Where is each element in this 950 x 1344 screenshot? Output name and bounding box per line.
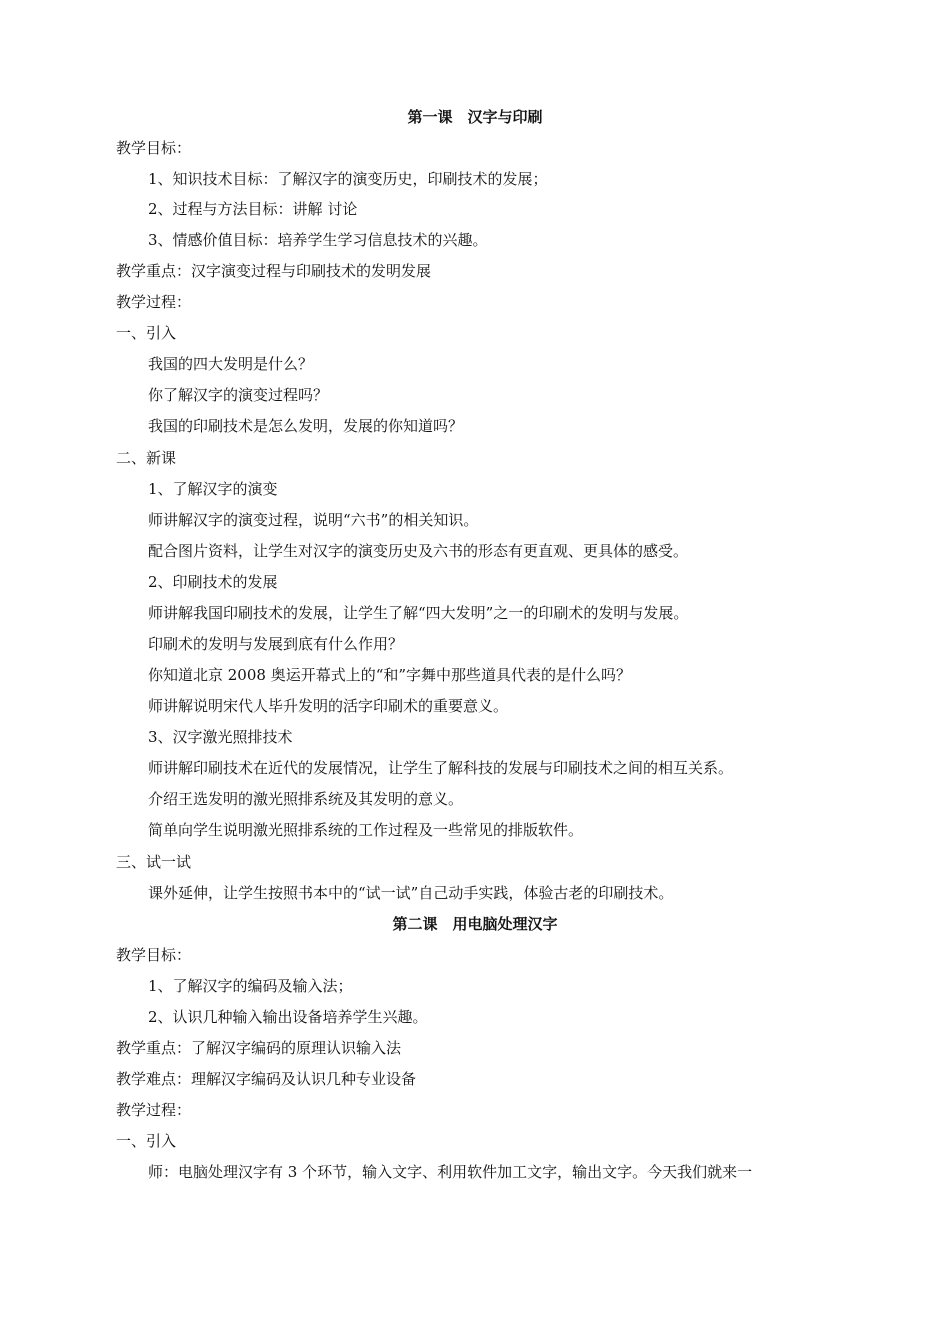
lesson2-process-heading: 教学过程：	[116, 1101, 192, 1119]
lesson1-subsection: 3、汉字激光照排技术	[148, 728, 293, 746]
lesson2-difficulty: 教学难点：理解汉字编码及认识几种专业设备	[116, 1070, 417, 1088]
lesson1-line: 师讲解汉字的演变过程，说明“六书”的相关知识。	[148, 511, 479, 529]
lesson1-section-intro: 一、引入	[116, 324, 177, 342]
lesson1-line: 师讲解印刷技术在近代的发展情况，让学生了解科技的发展与印刷技术之间的相互关系。	[148, 759, 734, 777]
lesson1-line: 我国的四大发明是什么？	[148, 355, 314, 373]
lesson1-line: 师讲解说明宋代人毕升发明的活字印刷术的重要意义。	[148, 697, 509, 715]
lesson1-objective-3: 3、情感价值目标：培养学生学习信息技术的兴趣。	[148, 231, 488, 249]
lesson1-objective-1: 1、知识技术目标：了解汉字的演变历史，印刷技术的发展；	[148, 170, 548, 188]
lesson1-section-try: 三、试一试	[116, 853, 192, 871]
lesson1-subsection: 1、了解汉字的演变	[148, 480, 278, 498]
lesson1-line: 课外延伸，让学生按照书本中的“试一试”自己动手实践，体验古老的印刷技术。	[148, 884, 674, 902]
lesson1-objective-2: 2、过程与方法目标：讲解 讨论	[148, 200, 358, 218]
lesson1-line: 我国的印刷技术是怎么发明，发展的你知道吗？	[148, 417, 464, 435]
lesson1-line: 你知道北京 2008 奥运开幕式上的“和”字舞中那些道具代表的是什么吗？	[148, 666, 632, 684]
lesson1-key-point: 教学重点：汉字演变过程与印刷技术的发明发展	[116, 262, 432, 280]
lesson2-objective-2: 2、认识几种输入输出设备培养学生兴趣。	[148, 1008, 428, 1026]
lesson1-subsection: 2、印刷技术的发展	[148, 573, 278, 591]
lesson2-objectives-heading: 教学目标：	[116, 946, 192, 964]
lesson2-key-point: 教学重点：了解汉字编码的原理认识输入法	[116, 1039, 402, 1057]
lesson1-objectives-heading: 教学目标：	[116, 139, 192, 157]
lesson1-line: 介绍王选发明的激光照排系统及其发明的意义。	[148, 790, 464, 808]
lesson2-objective-1: 1、了解汉字的编码及输入法；	[148, 977, 353, 995]
lesson2-title: 第二课 用电脑处理汉字	[392, 915, 558, 933]
lesson1-process-heading: 教学过程：	[116, 293, 192, 311]
lesson1-line: 配合图片资料，让学生对汉字的演变历史及六书的形态有更直观、更具体的感受。	[148, 542, 689, 560]
lesson1-section-new: 二、新课	[116, 449, 177, 467]
lesson1-line: 印刷术的发明与发展到底有什么作用？	[148, 635, 404, 653]
lesson1-line: 师讲解我国印刷技术的发展，让学生了解“四大发明”之一的印刷术的发明与发展。	[148, 604, 689, 622]
lesson1-title: 第一课 汉字与印刷	[407, 108, 543, 126]
lesson1-line: 你了解汉字的演变过程吗？	[148, 386, 329, 404]
lesson2-line: 师：电脑处理汉字有 3 个环节，输入文字、利用软件加工文字，输出文字。今天我们就来一	[148, 1163, 753, 1181]
lesson2-section-intro: 一、引入	[116, 1132, 177, 1150]
lesson1-line: 简单向学生说明激光照排系统的工作过程及一些常见的排版软件。	[148, 821, 584, 839]
